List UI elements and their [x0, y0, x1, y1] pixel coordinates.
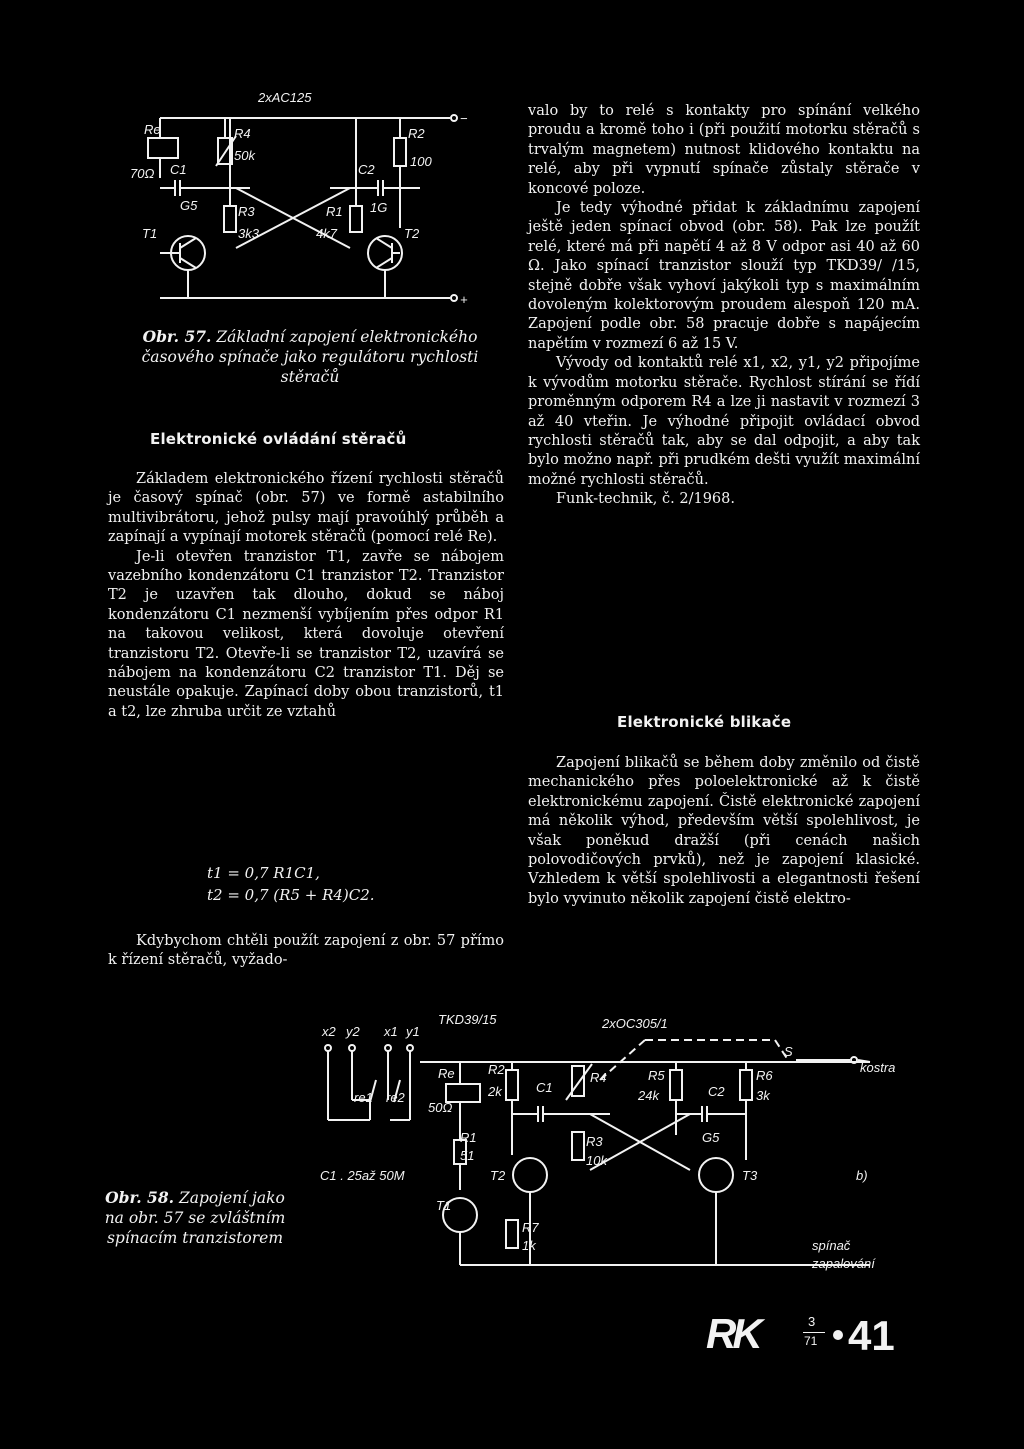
issue-year: 71	[804, 1334, 818, 1348]
svg-text:R2: R2	[488, 1062, 505, 1077]
svg-text:R6: R6	[756, 1068, 773, 1083]
svg-text:3k3: 3k3	[238, 226, 259, 241]
svg-text:Re: Re	[438, 1066, 455, 1081]
svg-text:−: −	[460, 111, 468, 126]
figure-57-caption-text: Základní zapojení elektronického časového spínače jako regulátoru rychlosti stěračů	[141, 328, 479, 386]
svg-text:x1: x1	[384, 1024, 398, 1039]
left-paragraph-3: Kdybychom chtěli použít zapojení z obr. 57 přímo k řízení stěračů, vyžado-	[108, 933, 504, 969]
left-column-end	[108, 932, 504, 971]
svg-text:y2: y2	[346, 1024, 360, 1039]
svg-text:T1: T1	[436, 1198, 452, 1213]
right-paragraph-1: valo by to relé s kontakty pro spínání velkého proudu a kromě toho i (při použití motorku stěračů s trvalým magnetem) nutnost klidového kontaktu na relé, aby při vypnutí spínače zůstaly stěrače v koncové poloze.	[528, 103, 920, 197]
svg-text:Re: Re	[144, 122, 161, 137]
svg-text:R3: R3	[586, 1134, 603, 1149]
svg-text:R4: R4	[234, 126, 251, 141]
formula-t1: t1 = 0,7 R1C1,	[207, 864, 320, 882]
svg-text:x2: x2	[322, 1024, 336, 1039]
page-number: 41	[848, 1312, 895, 1359]
figure-58-schematic	[310, 1010, 910, 1290]
svg-text:2k: 2k	[488, 1084, 502, 1099]
right-paragraph-2: Je tedy výhodné přidat k základnímu zapojení ještě jeden spínací obvod (obr. 58). Pak lze použít relé, které má při napětí 4 až 8 V odpor asi 40 až 60 Ω. Jako spínací tranzistor slouží typ TKD39/ /15, stejně dobře však vyhoví jakýkoli typ s maximálním dovoleným kolektorovým proudem alespoň 120 mA. Zapojení podle obr. 58 pracuje dobře s napájecím napětím v rozmezí 6 až 15 V.	[528, 200, 920, 352]
svg-text:C2: C2	[708, 1084, 725, 1099]
source-note: Funk-technik, č. 2/1968.	[556, 491, 735, 508]
svg-text:24k: 24k	[638, 1088, 659, 1103]
figure-57-caption	[112, 327, 508, 387]
bullet-icon	[833, 1330, 843, 1340]
svg-text:C1: C1	[170, 162, 187, 177]
issue-fraction-line	[803, 1332, 825, 1333]
svg-text:2xOC305/1: 2xOC305/1	[602, 1016, 668, 1031]
svg-text:T2: T2	[490, 1168, 506, 1183]
svg-text:70Ω: 70Ω	[130, 166, 155, 181]
svg-text:R1: R1	[326, 204, 343, 219]
svg-text:C1: C1	[536, 1080, 553, 1095]
left-column	[108, 470, 504, 722]
svg-text:R5: R5	[648, 1068, 665, 1083]
svg-text:G5: G5	[180, 198, 198, 213]
section-heading-wipers: Elektronické ovládání stěračů	[150, 430, 407, 448]
figure-57-schematic	[130, 88, 470, 310]
svg-text:C1 . 25až 50M: C1 . 25až 50M	[320, 1168, 405, 1183]
svg-text:S: S	[784, 1044, 793, 1059]
svg-text:50k: 50k	[234, 148, 255, 163]
section-heading-blinkers: Elektronické blikače	[617, 713, 792, 731]
svg-text:zapalování: zapalování	[812, 1256, 875, 1271]
right-paragraph-3: Vývody od kontaktů relé x1, x2, y1, y2 připojíme k vývodům motorku stěrače. Rychlost stírání se řídí proměnným odporem R4 a lze ji nastavit v rozmezí 3 až 40 vteřin. Je výhodné připojit ovládací obvod rychlosti stěračů tak, aby se dal odpojit, a aby tak bylo možno např. při prudkém dešti využít maximální možné rychlosti stěračů.	[528, 355, 920, 488]
right-column	[528, 102, 920, 510]
svg-text:b): b)	[856, 1168, 868, 1183]
svg-text:100: 100	[410, 154, 432, 169]
svg-text:R1: R1	[460, 1130, 477, 1145]
svg-text:C2: C2	[358, 162, 375, 177]
blinkers-paragraph: Zapojení blikačů se během doby změnilo od čistě mechanického přes poloelektronické až k čistě elektronickému zapojení. Čistě elektronické zapojení má několik výhod, především větší spolehlivost, je však poněkud dražší (při cenách našich polovodičových prvků), než je zapojení klasické. Vzhledem k větší spolehlivosti a elegantnosti řešení bylo vyvinuto několik zapojení čistě elektro-	[528, 755, 920, 907]
formula-t2: t2 = 0,7 (R5 + R4)C2.	[207, 886, 375, 904]
svg-text:1k: 1k	[522, 1238, 536, 1253]
fig57-title-label: 2xAC125	[258, 90, 312, 105]
svg-text:G5: G5	[702, 1130, 720, 1145]
page-footer	[700, 1308, 920, 1378]
svg-text:TKD39/15: TKD39/15	[438, 1012, 497, 1027]
figure-58-caption	[100, 1188, 290, 1248]
svg-text:50Ω: 50Ω	[428, 1100, 453, 1115]
svg-text:R7: R7	[522, 1220, 539, 1235]
svg-text:+: +	[460, 292, 468, 307]
svg-text:kostra: kostra	[860, 1060, 896, 1075]
figure-58-label: Obr. 58.	[105, 1188, 174, 1207]
svg-text:y1: y1	[406, 1024, 420, 1039]
svg-text:10k: 10k	[586, 1153, 607, 1168]
svg-text:spínač: spínač	[812, 1238, 851, 1253]
left-paragraph-2: Je-li otevřen tranzistor T1, zavře se nábojem vazebního kondenzátoru C1 tranzistor T2. Tranzistor T2 je uzavřen tak dlouho, dokud se náboj kondenzátoru C1 nezmenší vybíjením přes odpor R1 na takovou velikost, která dovoluje otevření tranzistoru T2. Otevře-li se tranzistor T2, uzavírá se nábojem na kondenzátoru C2 tranzistor T1. Děj se neustále opakuje. Zapínací doby obou tranzistorů, t1 a t2, lze zhruba určit ze vztahů	[108, 548, 504, 720]
figure-57-label: Obr. 57.	[142, 327, 212, 346]
svg-text:re1: re1	[354, 1090, 373, 1105]
svg-text:T2: T2	[404, 226, 420, 241]
svg-text:R3: R3	[238, 204, 255, 219]
svg-text:T1: T1	[142, 226, 158, 241]
svg-text:3k: 3k	[756, 1088, 770, 1103]
right-column-lower	[528, 754, 920, 909]
svg-text:re2: re2	[386, 1090, 405, 1105]
svg-text:51: 51	[460, 1148, 475, 1163]
left-paragraph-1: Základem elektronického řízení rychlosti stěračů je časový spínač (obr. 57) ve formě astabilního multivibrátoru, jehož pulsy mají pravoúhlý průběh a zapínají a vypínají motorek stěračů (pomocí relé Re).	[108, 471, 504, 546]
svg-text:1G: 1G	[370, 200, 388, 215]
svg-text:T3: T3	[742, 1168, 758, 1183]
svg-text:4k7: 4k7	[316, 226, 337, 241]
svg-text:R2: R2	[408, 126, 425, 141]
figure-58-caption-text: Zapojení jako na obr. 57 se zvláštním spínacím tranzistorem	[104, 1189, 286, 1247]
issue-number: 3	[808, 1314, 816, 1329]
svg-text:R4: R4	[590, 1070, 607, 1085]
magazine-logo: RK	[706, 1310, 759, 1357]
